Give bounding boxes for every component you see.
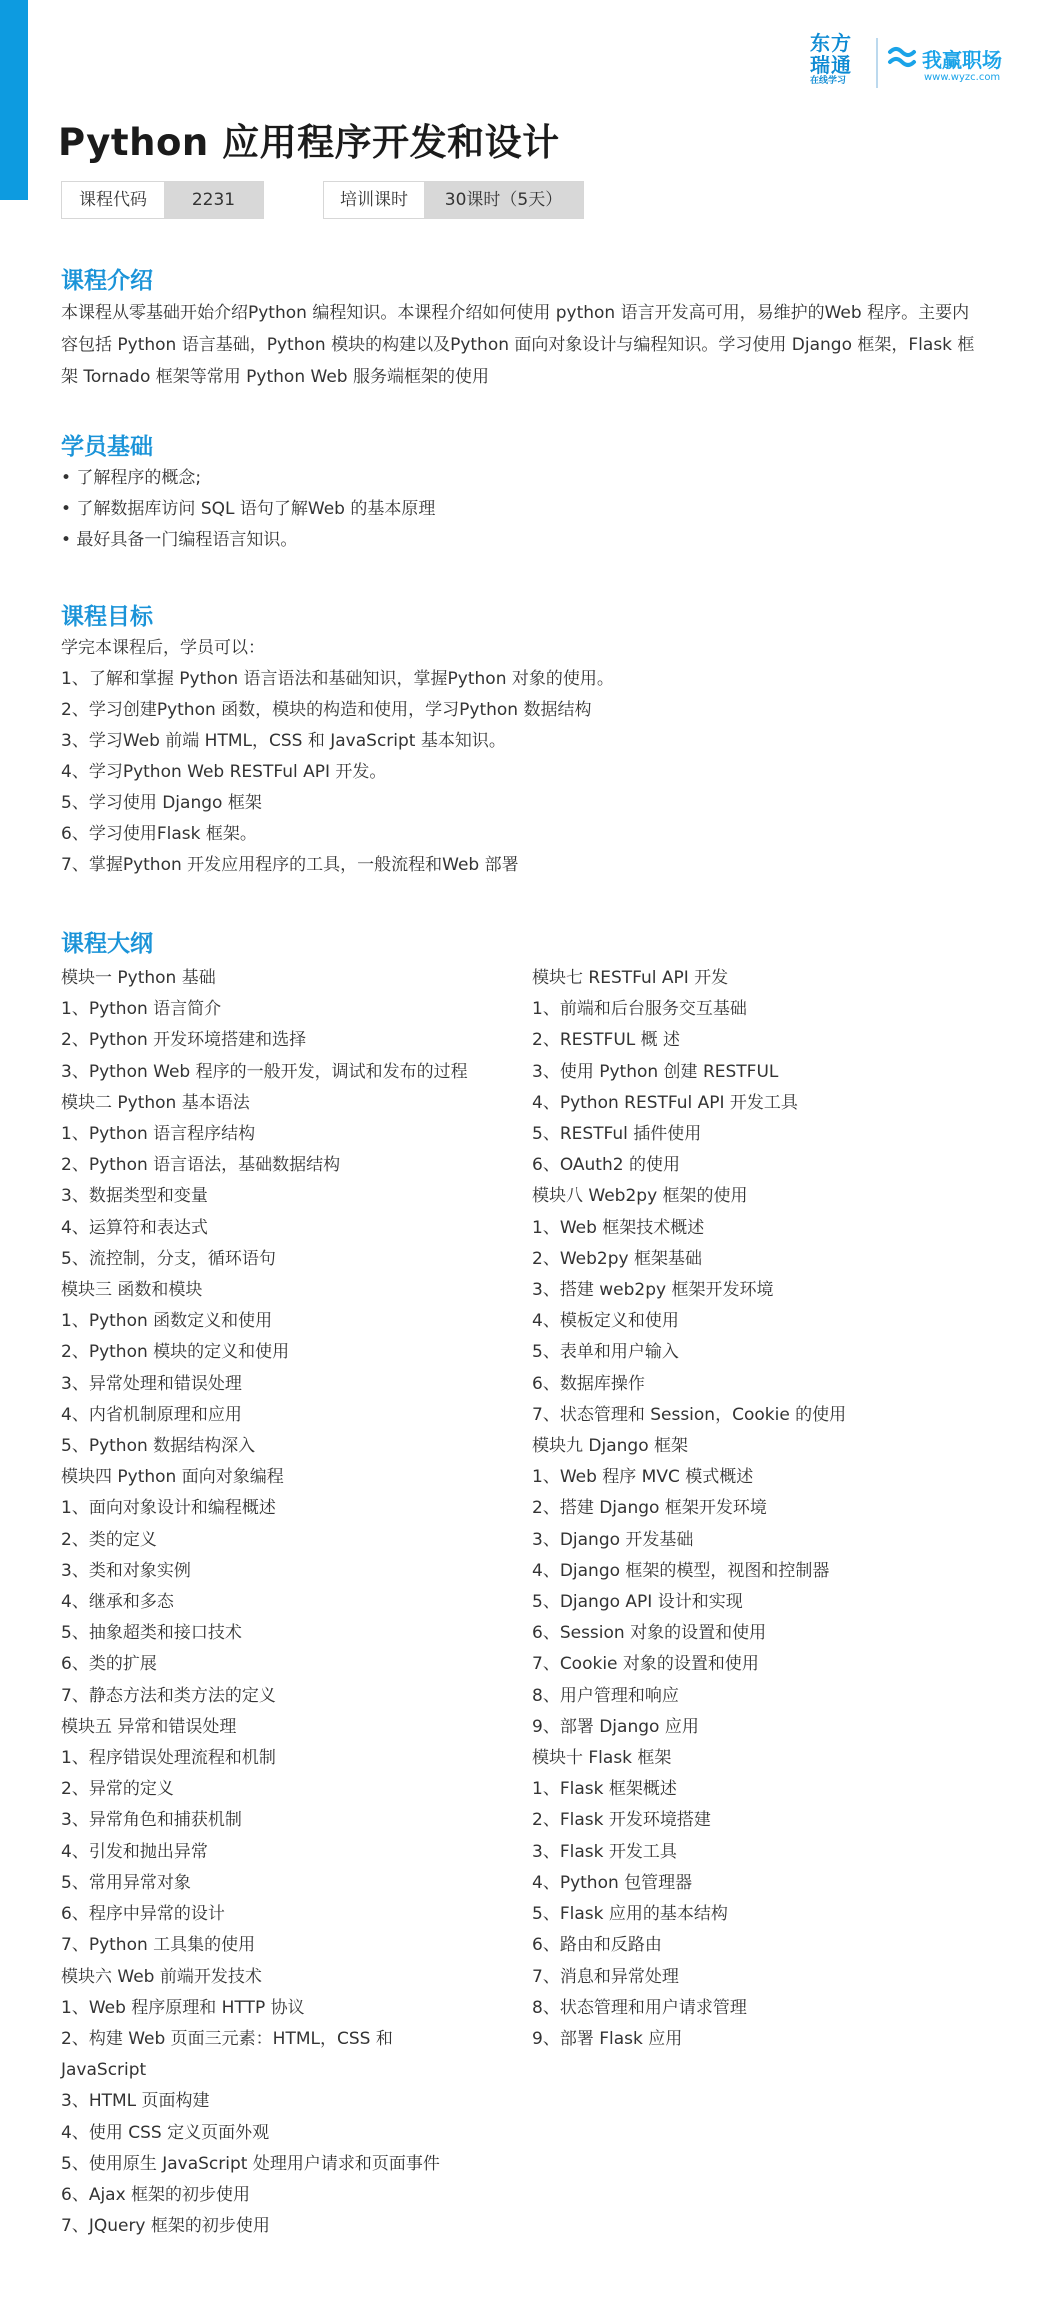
intro-text: 本课程从零基础开始介绍Python 编程知识。本课程介绍如何使用 python 语言开发高可用，易维护的Web 程序。主要内容包括 Python 语言基础，Python 模块的构建以及Python 面向对象设计与编程知识。学习使用 Django 框架，Flask 框架 Tornado 框架等常用 Python Web 服务端框架的使用 [61,303,975,387]
outline-item: 8、状态管理和用户请求管理 [532,1997,747,2018]
outline-item: 4、运算符和表达式 [61,1217,208,1238]
outline-item: 1、Flask 框架概述 [532,1779,677,1800]
outline-item: 7、Python 工具集的使用 [61,1935,256,1956]
outline-module-title: 模块十 Flask 框架 [532,1748,672,1769]
course-code-value: 2231 [164,182,263,218]
prereq-item: • 了解程序的概念; [61,468,202,488]
outline-item: 4、引发和抛出异常 [61,1841,208,1862]
wyzc-url: www.wyzc.com [924,72,1001,83]
outline-item: 1、Python 语言简介 [61,999,222,1020]
outline-item: 7、Cookie 对象的设置和使用 [532,1654,759,1675]
goals-item: 7、掌握Python 开发应用程序的工具，一般流程和Web 部署 [61,855,519,875]
goals-item: 3、学习Web 前端 HTML，CSS 和 JavaScript 基本知识。 [61,731,506,751]
outline-item: 2、Flask 开发环境搭建 [532,1810,711,1831]
dongfang-ruitong-logo [810,32,870,96]
outline-item: 4、模板定义和使用 [532,1311,679,1332]
goals-heading: 课程目标 [61,604,153,630]
prereq-list [61,463,981,556]
outline-item: 1、Python 函数定义和使用 [61,1311,273,1332]
goals-item: 4、学习Python Web RESTFul API 开发。 [61,762,387,782]
prereq-heading: 学员基础 [61,434,153,460]
outline-heading: 课程大纲 [61,931,153,957]
outline-item: 2、类的定义 [61,1529,157,1550]
outline-item: 6、数据库操作 [532,1373,645,1394]
accent-bar [0,0,28,200]
outline-item: 1、面向对象设计和编程概述 [61,1498,276,1519]
outline-item: 5、Django API 设计和实现 [532,1592,743,1613]
outline-item: 9、部署 Flask 应用 [532,2028,683,2049]
outline-item: 4、继承和多态 [61,1592,174,1613]
prereq-item: • 了解数据库访问 SQL 语句了解Web 的基本原理 [61,499,436,519]
outline-item: 7、消息和异常处理 [532,1966,679,1987]
outline-module-title: 模块七 RESTFul API 开发 [532,968,729,988]
outline-item: 6、路由和反路由 [532,1935,662,1956]
outline-item: 3、类和对象实例 [61,1560,191,1581]
outline-item: 6、程序中异常的设计 [61,1904,225,1925]
outline-item: 3、异常角色和捕获机制 [61,1810,242,1831]
outline-item: 5、使用原生 JavaScript 处理用户请求和页面事件 [61,2153,440,2174]
training-hours-box [323,181,584,219]
outline-item: 2、RESTFUL 概 述 [532,1030,681,1051]
goals-item: 1、了解和掌握 Python 语言语法和基础知识，掌握Python 对象的使用。 [61,669,614,689]
outline-item: 2、Web2py 框架基础 [532,1248,702,1269]
wyzc-logo [886,42,1002,90]
course-code-box [61,181,264,219]
goals-list [61,633,981,881]
outline-item: 8、用户管理和响应 [532,1685,679,1706]
outline-item: 4、使用 CSS 定义页面外观 [61,2122,270,2143]
wyzc-name: 我赢职场 [922,48,1002,72]
outline-item: 5、RESTFul 插件使用 [532,1124,702,1145]
outline-item: 6、OAuth2 的使用 [532,1155,680,1176]
outline-item: 5、Flask 应用的基本结构 [532,1904,728,1925]
outline-item: 9、部署 Django 应用 [532,1716,699,1737]
outline-item: 4、Python RESTFul API 开发工具 [532,1092,798,1113]
outline-item: 3、HTML 页面构建 [61,2091,210,2112]
prereq-item: • 最好具备一门编程语言知识。 [61,530,298,550]
outline-item: 4、内省机制原理和应用 [61,1404,242,1425]
outline-module-title: 模块六 Web 前端开发技术 [61,1966,262,1987]
outline-item: 6、Session 对象的设置和使用 [532,1623,767,1644]
outline-item: 4、Django 框架的模型，视图和控制器 [532,1560,830,1581]
outline-item: 5、常用异常对象 [61,1872,191,1893]
outline-module-title: 模块三 函数和模块 [61,1280,203,1301]
outline-item: 7、JQuery 框架的初步使用 [61,2216,270,2237]
outline-item: 1、程序错误处理流程和机制 [61,1748,276,1769]
outline-module-title: 模块一 Python 基础 [61,968,216,988]
logo-text-line2: 瑞通 [810,53,852,77]
outline-item: 2、Python 开发环境搭建和选择 [61,1030,307,1051]
outline-module-title: 模块四 Python 面向对象编程 [61,1467,284,1488]
outline-item: 1、Web 程序原理和 HTTP 协议 [61,1997,305,2018]
outline-item: 2、构建 Web 页面三元素：HTML，CSS 和 JavaScript [61,2028,393,2081]
outline-item: 3、Django 开发基础 [532,1529,694,1550]
outline-item: 5、表单和用户输入 [532,1342,679,1363]
outline-item: 3、搭建 web2py 框架开发环境 [532,1280,774,1301]
outline-module-title: 模块九 Django 框架 [532,1436,689,1457]
outline-item: 2、Python 语言语法，基础数据结构 [61,1155,341,1176]
goals-item: 2、学习创建Python 函数，模块的构造和使用，学习Python 数据结构 [61,700,592,720]
outline-item: 5、抽象超类和接口技术 [61,1623,242,1644]
outline-item: 1、Python 语言程序结构 [61,1124,256,1145]
outline-item: 7、状态管理和 Session，Cookie 的使用 [532,1404,847,1425]
training-hours-label: 培训课时 [324,182,424,218]
outline-module-title: 模块二 Python 基本语法 [61,1092,250,1113]
outline-item: 5、Python 数据结构深入 [61,1436,256,1457]
outline-item: 6、Ajax 框架的初步使用 [61,2184,251,2205]
goals-item: 学完本课程后，学员可以： [61,638,265,658]
outline-left-column [61,963,501,2242]
outline-item: 1、前端和后台服务交互基础 [532,999,747,1020]
goals-item: 6、学习使用Flask 框架。 [61,824,257,844]
outline-item: 3、数据类型和变量 [61,1186,208,1207]
outline-right-column [532,963,1002,2055]
outline-item: 2、搭建 Django 框架开发环境 [532,1498,767,1519]
outline-item: 1、Web 程序 MVC 模式概述 [532,1467,754,1488]
wyzc-mark-icon [886,44,918,74]
goals-item: 5、学习使用 Django 框架 [61,793,262,813]
outline-item: 7、静态方法和类方法的定义 [61,1685,276,1706]
outline-item: 1、Web 框架技术概述 [532,1217,705,1238]
outline-item: 3、使用 Python 创建 RESTFUL [532,1061,779,1082]
logo-text-line1: 东方 [810,31,852,55]
logo-divider [876,38,878,88]
outline-item: 5、流控制，分支，循环语句 [61,1248,276,1269]
outline-item: 2、Python 模块的定义和使用 [61,1342,290,1363]
intro-heading: 课程介绍 [61,268,153,294]
outline-item: 3、Flask 开发工具 [532,1841,677,1862]
course-code-label: 课程代码 [62,182,164,218]
training-hours-value: 30课时（5天） [424,182,583,218]
brand-logo [810,32,1000,96]
outline-item: 6、类的扩展 [61,1654,157,1675]
logo-text-line3: 在线学习 [810,76,847,86]
outline-item: 2、异常的定义 [61,1779,174,1800]
page-title: Python 应用程序开发和设计 [58,121,560,164]
outline-item: 4、Python 包管理器 [532,1872,693,1893]
outline-item: 3、Python Web 程序的一般开发，调试和发布的过程 [61,1061,468,1082]
outline-module-title: 模块五 异常和错误处理 [61,1716,237,1737]
outline-item: 3、异常处理和错误处理 [61,1373,242,1394]
outline-module-title: 模块八 Web2py 框架的使用 [532,1186,748,1207]
